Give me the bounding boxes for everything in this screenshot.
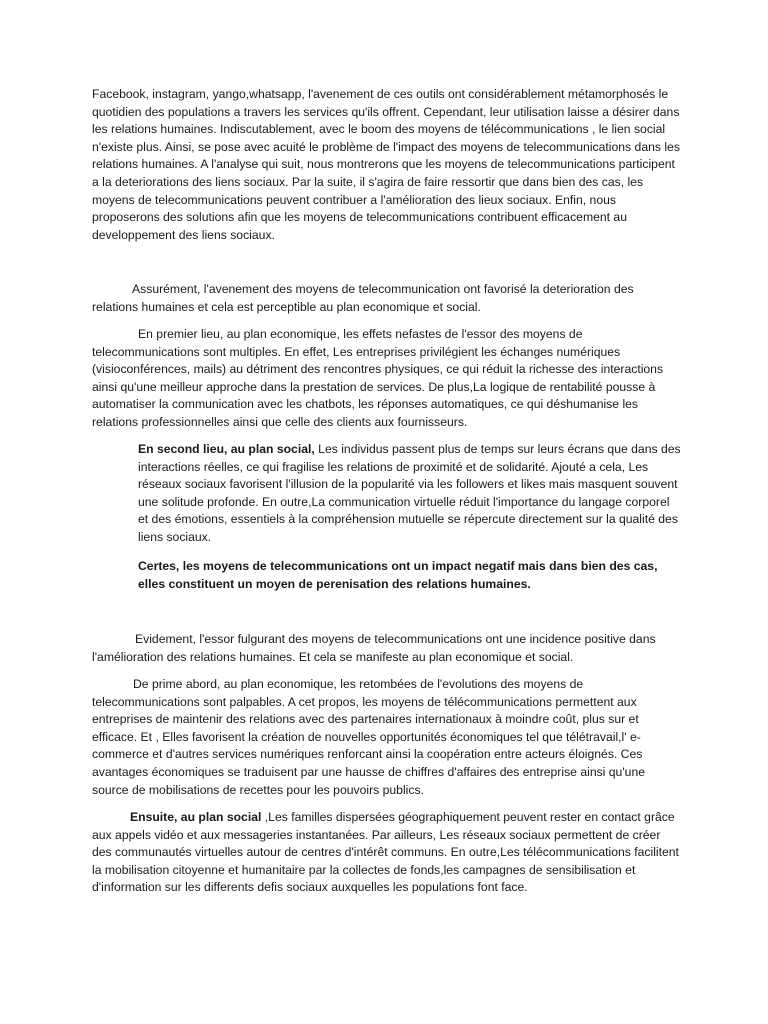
social-positive-heading: Ensuite, au plan social xyxy=(130,810,262,824)
transition-paragraph xyxy=(138,558,682,593)
economic-negative-paragraph xyxy=(92,326,682,432)
transition-text: Certes, les moyens de telecommunications ont un impact negatif mais dans bien des cas, elles constituent un moyen de perenisation des relations humaines. xyxy=(138,559,658,591)
social-positive-paragraph xyxy=(92,809,682,897)
social-negative-paragraph xyxy=(138,441,682,547)
part-one-intro-text: Assurément, l'avenement des moyens de telecommunication ont favorisé la deterioration des relations humaines et cela est perceptible au plan economique et social. xyxy=(92,282,634,314)
social-positive-text: ,Les familles dispersées géographiquement peuvent rester en contact grâce aux appels vidéo et aux messageries instantanées. Par ailleurs, Les réseaux sociaux permettent de créer des communautés virtuelles autour de centres d'intérêt communs. En outre,Les télécommunications facilitent la mobilisation citoyenne et humanitaire par la collectes de fonds,les campagnes de sensibilisation et d'information sur les differents defis sociaux auxquelles les populations font face. xyxy=(92,810,679,895)
introduction-text: Facebook, instagram, yango,whatsapp, l'avenement de ces outils ont considérablement métamorphosés le quotidien des populations a travers les services qu'ils offrent. Cependant, leur utilisation laisse a désirer dans les relations humaines. Indiscutablement, avec le boom des moyens de télécommunications , le lien social n'existe plus. Ainsi, se pose avec acuité le problème de l'impact des moyens de telecommunications dans les relations humaines. A l'analyse qui suit, nous montrerons que les moyens de telecommunications participent a la deteriorations des liens sociaux. Par la suite, il s'agira de faire ressortir que dans bien des cas, les moyens de telecommunications peuvent contribuer a l'amélioration des lieux sociaux. Enfin, nous proposerons des solutions afin que les moyens de telecommunications contribuent efficacement au developpement des liens sociaux. xyxy=(92,87,680,242)
economic-negative-text: En premier lieu, au plan economique, les effets nefastes de l'essor des moyens de telecommunications sont multiples. En effet, Les entreprises privilégient les échanges numériques (visioconférences, mails) au détriment des rencontres physiques, ce qui réduit la richesse des interactions ainsi qu'une meilleur approche dans la prestation de services. De plus,La logique de rentabilité pousse à automatiser la communication avec les chatbots, les réponses automatiques, ce qui déshumanise les relations professionnelles ainsi que celle des clients aux fournisseurs. xyxy=(92,327,664,429)
part-two-intro-paragraph xyxy=(92,631,682,666)
introduction-paragraph xyxy=(92,86,682,244)
social-negative-heading: En second lieu, au plan social, xyxy=(138,442,315,456)
part-one-intro-paragraph xyxy=(92,281,682,316)
part-two-intro-text: Evidement, l'essor fulgurant des moyens de telecommunications ont une incidence positive dans l'amélioration des relations humaines. Et cela se manifeste au plan economique et social. xyxy=(92,632,656,664)
social-negative-text: Les individus passent plus de temps sur leurs écrans que dans des interactions réelles, ce qui fragilise les relations de proximité et de solidarité. Ajouté a cela, Les réseaux sociaux favorisent l'illusion de la popularité via les followers et likes mais masquent souvent une solitude profonde. En outre,La communication virtuelle réduit l'importance du langage corporel et des émotions, essentiels à la compréhension mutuelle se répercute directement sur la qualité des liens sociaux. xyxy=(138,442,681,544)
economic-positive-text: De prime abord, au plan economique, les retombées de l'evolutions des moyens de telecommunications sont palpables. A cet propos, les moyens de télécommunications permettent aux entreprises de maintenir des relations avec des partenaires internationaux à moindre coût, plus sur et efficace. Et , Elles favorisent la création de nouvelles opportunités économiques tel que télétravail,l' e-commerce et d'autres services numériques renforcant ainsi la coopération entre acteurs éloignés. Ces avantages économiques se traduisent par une hausse de chiffres d'affaires des entreprise ainsi qu'une source de mobilisations de recettes pour les pouvoirs publics. xyxy=(92,677,645,797)
economic-positive-paragraph xyxy=(92,676,682,799)
